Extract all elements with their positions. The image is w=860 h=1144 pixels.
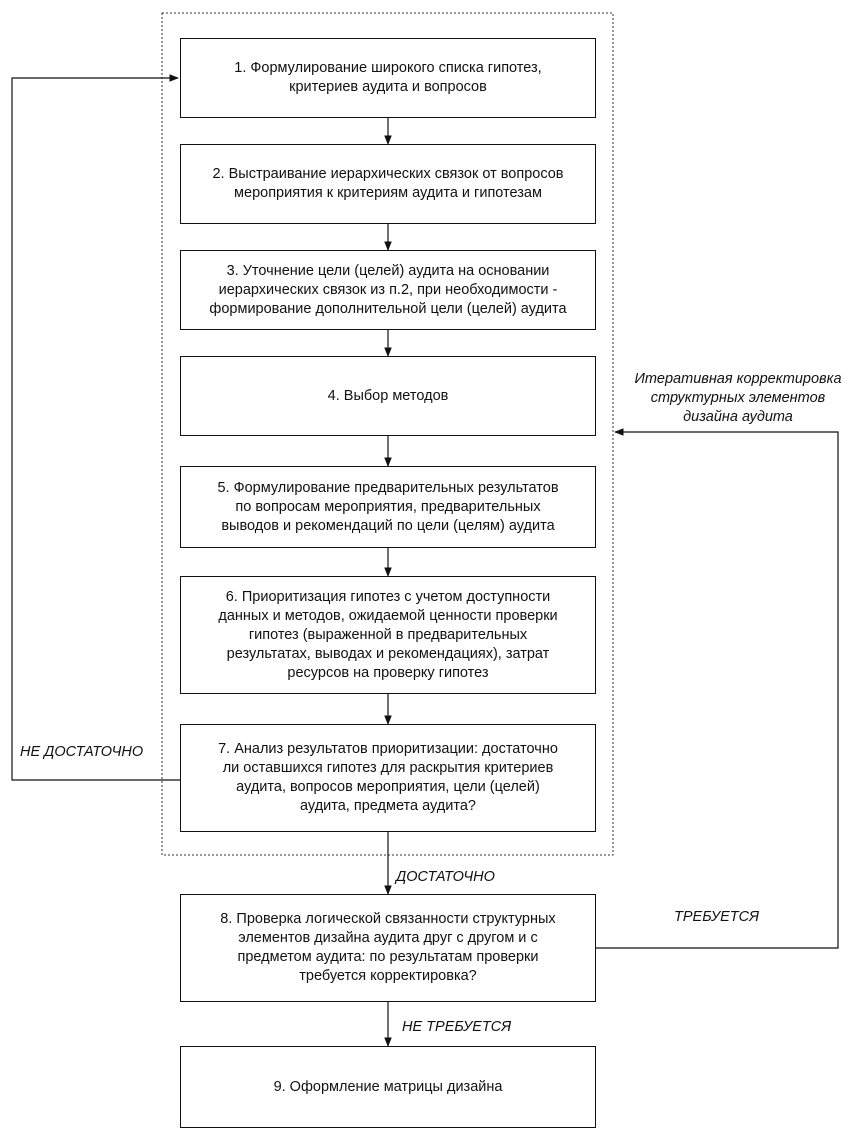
step-3-text: 3. Уточнение цели (целей) аудита на основании иерархических связок из п.2, при необходимости - формирование дополнительной цели (целей) аудита bbox=[209, 262, 567, 317]
step-5-box bbox=[180, 466, 596, 548]
step-4-text: 4. Выбор методов bbox=[327, 387, 449, 404]
step-8-box bbox=[180, 894, 596, 1002]
step-7-text: 7. Анализ результатов приоритизации: достаточно ли оставшихся гипотез для раскрытия критериев аудита, вопросов мероприятия, цели (целей) аудита, предмета аудита? bbox=[218, 741, 558, 814]
label-not-required: НЕ ТРЕБУЕТСЯ bbox=[402, 1019, 512, 1035]
label-required: ТРЕБУЕТСЯ bbox=[674, 909, 759, 925]
step-2-box bbox=[180, 144, 596, 224]
step-2-text: 2. Выстраивание иерархических связок от вопросов мероприятия к критериям аудита и гипотезам bbox=[212, 166, 564, 201]
label-not-enough: НЕ ДОСТАТОЧНО bbox=[20, 744, 144, 760]
step-9-text: 9. Оформление матрицы дизайна bbox=[273, 1078, 503, 1095]
step-1-text: 1. Формулирование широкого списка гипотез, критериев аудита и вопросов bbox=[234, 60, 542, 95]
loop-required bbox=[596, 432, 838, 948]
step-6-box bbox=[180, 576, 596, 694]
step-8-text: 8. Проверка логической связанности структурных элементов дизайна аудита друг с другом и с предметом аудита: по результатам проверки требуется корректировка? bbox=[220, 911, 556, 984]
label-iterative: Итеративная корректировка структурных элементов дизайна аудита bbox=[634, 371, 842, 425]
loop-not-enough bbox=[12, 78, 180, 780]
step-6-text: 6. Приоритизация гипотез с учетом доступности данных и методов, ожидаемой ценности проверки гипотез (выраженной в предварительных результатах, выводах и рекомендациях), затрат ресурсов на проверку гипотез bbox=[218, 588, 558, 681]
step-5-text: 5. Формулирование предварительных результатов по вопросам мероприятия, предварительных выводов и рекомендаций по цели (целям) аудита bbox=[217, 479, 559, 534]
step-9-box bbox=[180, 1046, 596, 1128]
step-7-box bbox=[180, 724, 596, 832]
label-enough: ДОСТАТОЧНО bbox=[396, 869, 495, 885]
step-1-box bbox=[180, 38, 596, 118]
step-4-box bbox=[180, 356, 596, 436]
step-3-box bbox=[180, 250, 596, 330]
